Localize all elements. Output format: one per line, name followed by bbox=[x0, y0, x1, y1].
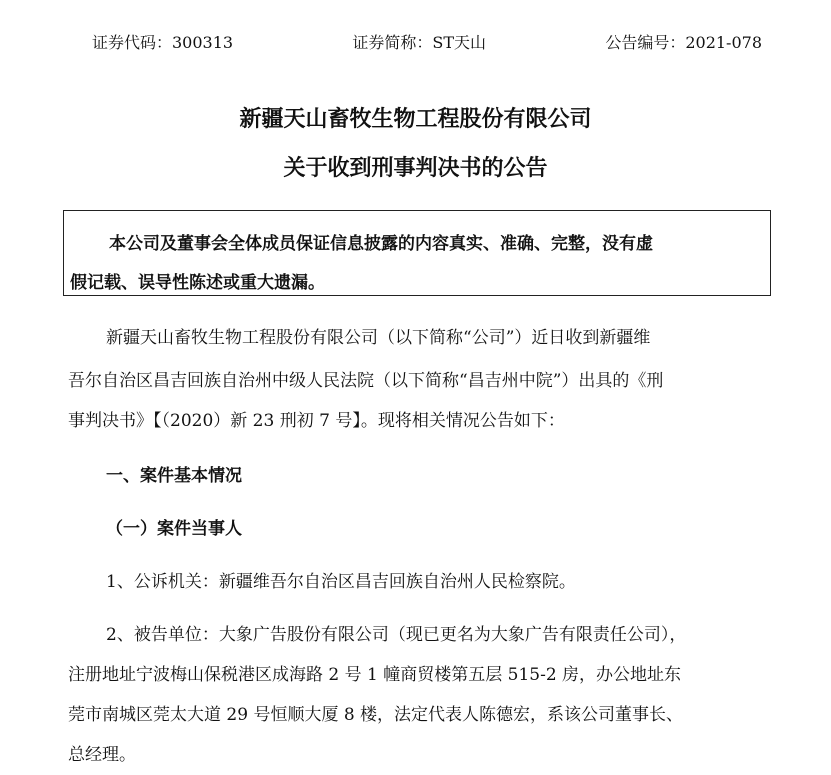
intro-line-3: 事判决书》【（2020）新 23 刑初 7 号】。现将相关情况公告如下： bbox=[68, 411, 565, 431]
company-title: 新疆天山畜牧生物工程股份有限公司 bbox=[239, 107, 592, 132]
stock-code: 证券代码：300313 bbox=[92, 33, 234, 52]
section-heading: 一、案件基本情况 bbox=[106, 466, 242, 486]
stock-short-name: 证券简称：ST天山 bbox=[352, 33, 487, 52]
party-item-2-line-1: 2、被告单位：大象广告股份有限公司（现已更名为大象广告有限责任公司）， bbox=[106, 625, 687, 645]
disclaimer-line-1: 本公司及董事会全体成员保证信息披露的内容真实、准确、完整，没有虚 bbox=[109, 234, 653, 254]
disclaimer-box bbox=[63, 210, 771, 296]
party-item-1: 1、公诉机关：新疆维吾尔自治区昌吉回族自治州人民检察院。 bbox=[106, 572, 576, 592]
announcement-number: 公告编号：2021-078 bbox=[605, 33, 762, 52]
party-item-2-line-2: 注册地址宁波梅山保税港区成海路 2 号 1 幢商贸楼第五层 515-2 房，办公地址东 bbox=[68, 665, 682, 685]
disclaimer-line-2: 假记载、误导性陈述或重大遗漏。 bbox=[70, 273, 325, 293]
announcement-title: 关于收到刑事判决书的公告 bbox=[283, 156, 548, 181]
document-header bbox=[92, 30, 762, 53]
party-item-2-line-3: 莞市南城区莞太大道 29 号恒顺大厦 8 楼，法定代表人陈德宏，系该公司董事长、 bbox=[68, 705, 684, 725]
intro-line-2: 吾尔自治区昌吉回族自治州中级人民法院（以下简称“昌吉州中院”）出具的《刑 bbox=[68, 371, 664, 391]
party-item-2-line-4: 总经理。 bbox=[68, 745, 136, 765]
subsection-heading: （一）案件当事人 bbox=[106, 519, 242, 539]
intro-line-1: 新疆天山畜牧生物工程股份有限公司（以下简称“公司”）近日收到新疆维 bbox=[106, 328, 651, 348]
